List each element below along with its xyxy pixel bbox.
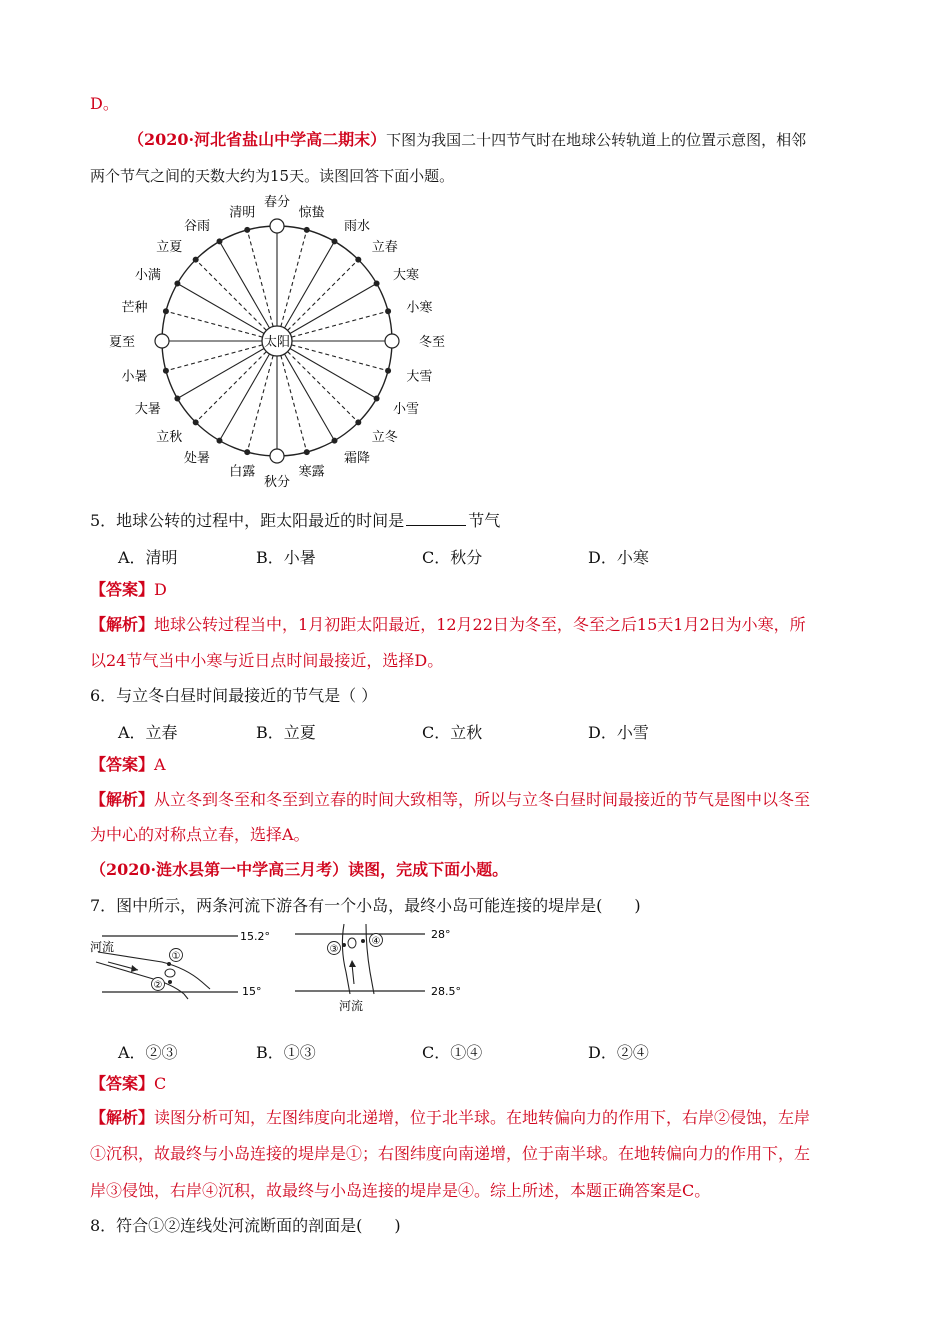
q5-analysis-text-1: 地球公转过程当中，1月初距太阳最近，12月22日为冬至，冬至之后15天1月2日为小寒，所 [154, 615, 806, 634]
q7-option-d[interactable]: D．②④ [588, 1043, 649, 1062]
term-dot [374, 396, 380, 402]
earth-position-marker [270, 219, 284, 233]
q5-stem-b: 节气 [468, 511, 501, 530]
river-figure-right [295, 924, 461, 1013]
q6-answer-label: 【答案】 [90, 755, 155, 774]
term-label: 大寒 [393, 268, 420, 283]
term-label: 寒露 [298, 464, 325, 480]
q6-analysis-text-1: 从立冬到冬至和冬至到立春的时间大致相等，所以与立冬白昼时间最接近的节气是图中以冬至 [154, 790, 811, 809]
term-dot [244, 227, 250, 233]
term-label: 雨水 [344, 218, 371, 234]
q7-option-b[interactable]: B．①③ [256, 1043, 316, 1062]
term-dot [174, 281, 180, 287]
q5-analysis-2: 以24节气当中小寒与近日点时间最接近，选择D。 [90, 651, 444, 670]
earth-position-marker [155, 334, 169, 348]
term-label: 立夏 [156, 240, 183, 256]
term-label: 立春 [371, 240, 398, 256]
q6-option-a[interactable]: A．立春 [118, 723, 178, 742]
left-lat-top: 15.2° [240, 930, 270, 943]
q5-stem [90, 511, 500, 531]
term-label: 芒种 [121, 300, 148, 316]
term-label: 冬至 [419, 335, 446, 350]
term-dot [374, 281, 380, 287]
term-dot [174, 396, 180, 402]
leftover-answer: D。 [90, 94, 119, 113]
q7-analysis-1 [90, 1108, 810, 1128]
term-dot [217, 238, 223, 244]
q7-option-a[interactable]: A．②③ [118, 1043, 178, 1062]
term-label: 白露 [229, 464, 256, 480]
intro2-source: （2020·涟水县第一中学高三月考）读图，完成下面小题。 [90, 860, 509, 879]
q7-analysis-2: ①沉积，故最终与小岛连接的堤岸是①；右图纬度向南递增，位于南半球。在地转偏向力的作用下，左 [90, 1144, 811, 1163]
q6-option-d[interactable]: D．小雪 [588, 723, 649, 742]
q6-answer [90, 755, 166, 775]
left-lat-bottom: 15° [242, 985, 262, 998]
right-lat-top: 28° [431, 928, 451, 941]
q6-option-b[interactable]: B．立夏 [256, 723, 316, 742]
term-label: 夏至 [108, 335, 135, 350]
sun-label: 太阳 [263, 335, 291, 350]
q5-answer-label: 【答案】 [90, 580, 155, 599]
intro1-source: （2020·河北省盐山中学高二期末） [128, 130, 387, 149]
q5-option-a[interactable]: A．清明 [118, 548, 178, 567]
term-label: 秋分 [263, 475, 291, 490]
q7-analysis-3: 岸③侵蚀，右岸④沉积，故最终与小岛连接的堤岸是④。综上所述，本题正确答案是C。 [90, 1181, 711, 1200]
marker-4: ④ [371, 936, 381, 947]
q5-blank [406, 511, 466, 526]
term-dot [304, 449, 310, 455]
q5-stem-a: 5．地球公转的过程中，距太阳最近的时间是 [90, 511, 405, 530]
term-dot [332, 238, 338, 244]
term-dot [163, 368, 169, 374]
spoke-line [196, 260, 267, 331]
term-dot [193, 257, 199, 263]
term-label: 谷雨 [183, 218, 210, 234]
q6-analysis-1 [90, 790, 810, 810]
term-dot [304, 227, 310, 233]
term-label: 惊蛰 [298, 205, 325, 221]
term-label: 大暑 [134, 402, 161, 417]
q6-answer-value: A [154, 755, 166, 774]
q5-answer [90, 580, 167, 600]
spoke-line [196, 352, 267, 423]
q5-option-d[interactable]: D．小寒 [588, 548, 649, 567]
term-dot [163, 308, 169, 314]
solar-terms-diagram [108, 195, 446, 490]
right-river-label: 河流 [338, 999, 364, 1013]
term-label: 霜降 [344, 451, 371, 467]
term-dot [332, 438, 338, 444]
term-label: 小满 [134, 268, 161, 283]
river-figure-left [90, 930, 270, 999]
term-dot [385, 308, 391, 314]
term-label: 处暑 [183, 451, 210, 467]
q7-option-c[interactable]: C．①④ [422, 1043, 483, 1062]
q5-option-c[interactable]: C．秋分 [422, 548, 483, 567]
marker-3: ③ [329, 944, 339, 955]
q5-answer-value: D [154, 580, 167, 599]
q7-answer-label: 【答案】 [90, 1074, 155, 1093]
term-label: 立秋 [156, 429, 183, 445]
term-dot [217, 438, 223, 444]
term-dot [244, 449, 250, 455]
term-label: 小暑 [121, 369, 148, 385]
term-label: 大雪 [406, 369, 433, 385]
spoke-line [288, 260, 359, 331]
term-label: 清明 [229, 205, 256, 221]
term-dot [193, 419, 199, 425]
q6-option-c[interactable]: C．立秋 [422, 723, 483, 742]
left-river-label: 河流 [90, 940, 115, 954]
term-label: 春分 [263, 195, 291, 210]
q7-answer [90, 1074, 166, 1094]
earth-position-marker [270, 449, 284, 463]
earth-position-marker [385, 334, 399, 348]
q5-analysis-label: 【解析】 [90, 615, 155, 634]
q7-stem: 7．图中所示，两条河流下游各有一个小岛，最终小岛可能连接的堤岸是( ) [90, 896, 641, 915]
term-dot [355, 419, 361, 425]
marker-1: ① [171, 951, 181, 962]
river-figures [90, 922, 480, 1014]
term-label: 小寒 [406, 300, 433, 316]
q6-analysis-2: 为中心的对称点立春，选择A。 [90, 825, 310, 844]
spoke-line [288, 352, 359, 423]
q8-stem: 8．符合①②连线处河流断面的剖面是( ) [90, 1216, 401, 1235]
q7-answer-value: C [154, 1074, 167, 1093]
term-label: 立冬 [371, 429, 398, 445]
q7-analysis-label: 【解析】 [90, 1108, 155, 1127]
intro1-text-1: 下图为我国二十四节气时在地球公转轨道上的位置示意图，相邻 [386, 131, 807, 149]
q6-analysis-label: 【解析】 [90, 790, 155, 809]
intro1-line2: 两个节气之间的天数大约为15天。读图回答下面小题。 [90, 167, 455, 185]
right-lat-bottom: 28.5° [431, 985, 461, 998]
term-label: 小雪 [393, 402, 420, 417]
term-dot [385, 368, 391, 374]
q7-analysis-text-1: 读图分析可知，左图纬度向北递增，位于北半球。在地转偏向力的作用下，右岸②侵蚀，左岸 [154, 1108, 811, 1127]
q5-analysis-1 [90, 615, 806, 635]
intro1-line1 [128, 130, 806, 150]
q5-option-b[interactable]: B．小暑 [256, 548, 316, 567]
marker-2: ② [153, 980, 163, 991]
q6-stem: 6．与立冬白昼时间最接近的节气是（ ） [90, 686, 378, 705]
term-dot [355, 257, 361, 263]
